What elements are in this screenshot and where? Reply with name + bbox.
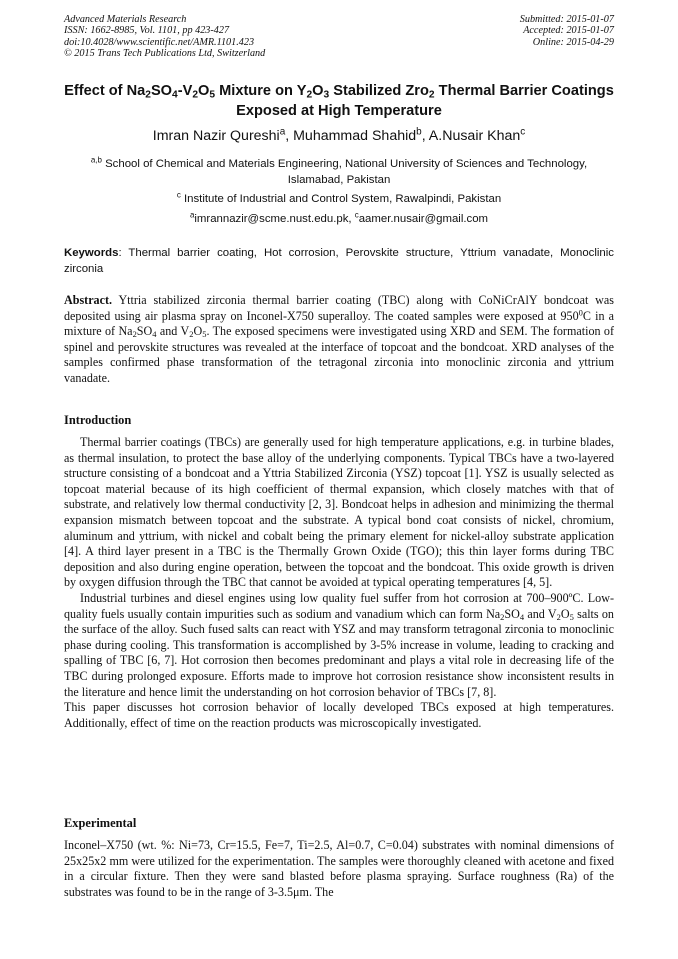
experimental-heading: Experimental <box>64 816 137 830</box>
journal-doi: doi:10.4028/www.scientific.net/AMR.1101.423 <box>64 36 255 48</box>
accepted-date: Accepted: 2015-01-07 <box>523 25 614 37</box>
abstract-label: Abstract. <box>64 293 113 307</box>
submitted-date: Submitted: 2015-01-07 <box>519 14 614 25</box>
introduction-heading: Introduction <box>64 413 132 427</box>
author-emails: $^a$imrannazir@scme.nust.edu.pk, $^c$aamer.nusair@gmail.com <box>189 210 489 225</box>
experimental-body <box>64 838 614 900</box>
keywords: Keywords: Thermal barrier coating, Hot corrosion, Perovskite structure, Yttrium vanadate, Monoclinic zirconia <box>64 247 614 275</box>
intro-paragraph-1: Thermal barrier coatings (TBCs) are generally used for high temperature applications, e.g. in turbine blades, as thermal insulation, to protect the base alloy of the underlying components. Typical TBCs have a two-layered structure consisting of a bondcoat and a Yttria Stabilized Zirconia (YSZ) topcoat [1]. YSZ is usually selected as topcoat material because of its high coefficient of thermal expansion, which closely matches with that of substrate, and relatively low thermal conductivity [2, 3]. Bondcoat helps in adhesion and minimizing the thermal expansion mismatch between topcoat and the substrate. A typical bond coat consists of nickel, chromium, aluminum and yttrium, with nickel and cobalt being the primary element for nickel-alloy substrate application [4]. A third layer present in a TBC is the Thermally Grown Oxide (TGO); this thin layer forms during TBC deposition and also during engine operation, between the topcoat and the bondcoat. This oxide growth is driven by oxygen diffusion through the TBC that cannot be avoided at typical operating temperatures [4, 5]. <box>64 435 614 590</box>
introduction-body <box>64 435 614 731</box>
intro-paragraph-3: This paper discusses hot corrosion behavior of locally developed TBCs exposed at high temperatures. Additionally, effect of time on the reaction products was microscopically investigated. <box>64 700 614 730</box>
experimental-paragraph-1: Inconel–X750 (wt. %: Ni=73, Cr=15.5, Fe=7, Ti=2.5, Al=0.7, C=0.04) substrates with nominal dimensions of 25x25x2 mm were utilized for the experimentation. The samples were thoroughly cleaned with acetone and fixed in a circular fixture. Then they were sand blasted before plasma spraying. Surface roughness (Ra) of the substrates was found to be in the range of 3-3.5μm. The <box>64 838 614 899</box>
journal-name: Advanced Materials Research <box>64 14 187 25</box>
dates-header <box>520 14 614 48</box>
online-date: Online: 2015-04-29 <box>532 36 614 48</box>
affiliation-1: $^{a,b}$ School of Chemical and Materials Engineering, National University of Sciences and Technology, Islamabad, Pakistan <box>90 155 588 186</box>
paper-title: Effect of $Na_2SO_4-V_2O_5$ Mixture on $Y_2O_3$ Stabilized Zro$_2$ Thermal Barrier Coatings Exposed at High Temperature <box>64 83 614 119</box>
intro-paragraph-2: Industrial turbines and diesel engines using low quality fuel suffer from hot corrosion at 700–900ºC. Low-quality fuels usually contain impurities such as sodium and vanadium which can form $Na_2SO_4$ and $V_2O_5$ salts on the surface of the alloy. Such fused salts can react with YSZ and may transform tetragonal zirconia to monoclinic phase during cooling. This transformation is accomplished by 3-5% increase in volume, leading to cracking and spalling of TBC [6, 7]. Hot corrosion then becomes predominant and plays a vital role in decreasing life of the TBC during prolonged exposure. Efforts made to improve hot corrosion resistance show inconsistent results in the literature and hence limit the understanding on hot corrosion behavior of TBCs [7, 8]. <box>64 590 614 699</box>
journal-issn: ISSN: 1662-8985, Vol. 1101, pp 423-427 <box>64 25 230 37</box>
abstract: Abstract. Yttria stabilized zirconia thermal barrier coating (TBC) along with CoNiCrAlY bondcoat was deposited using air plasma spray on Inconel-X750 superalloy. The coated samples were exposed at $950^0C$ in a mixture of $Na_2SO_4$ and $V_2O_5$. The exposed specimens were investigated using XRD and SEM. The formation of spinel and perovskite structures was revealed at the interface of topcoat and the bondcoat. XRD analyses of the samples confirmed phase transformation of the tetragonal zirconia into monoclinic zirconia and yttrium vanadate. <box>64 293 615 385</box>
author-list: Imran Nazir Qureshi$^a$, Muhammad Shahid$^b$, A.Nusair Khan$^c$ <box>152 126 526 144</box>
journal-copyright: © 2015 Trans Tech Publications Ltd, Switzerland <box>64 48 266 60</box>
journal-header <box>64 14 265 60</box>
affiliation-2: $^c$ Institute of Industrial and Control System, Rawalpindi, Pakistan <box>176 190 502 205</box>
keywords-label: Keywords <box>64 247 119 259</box>
